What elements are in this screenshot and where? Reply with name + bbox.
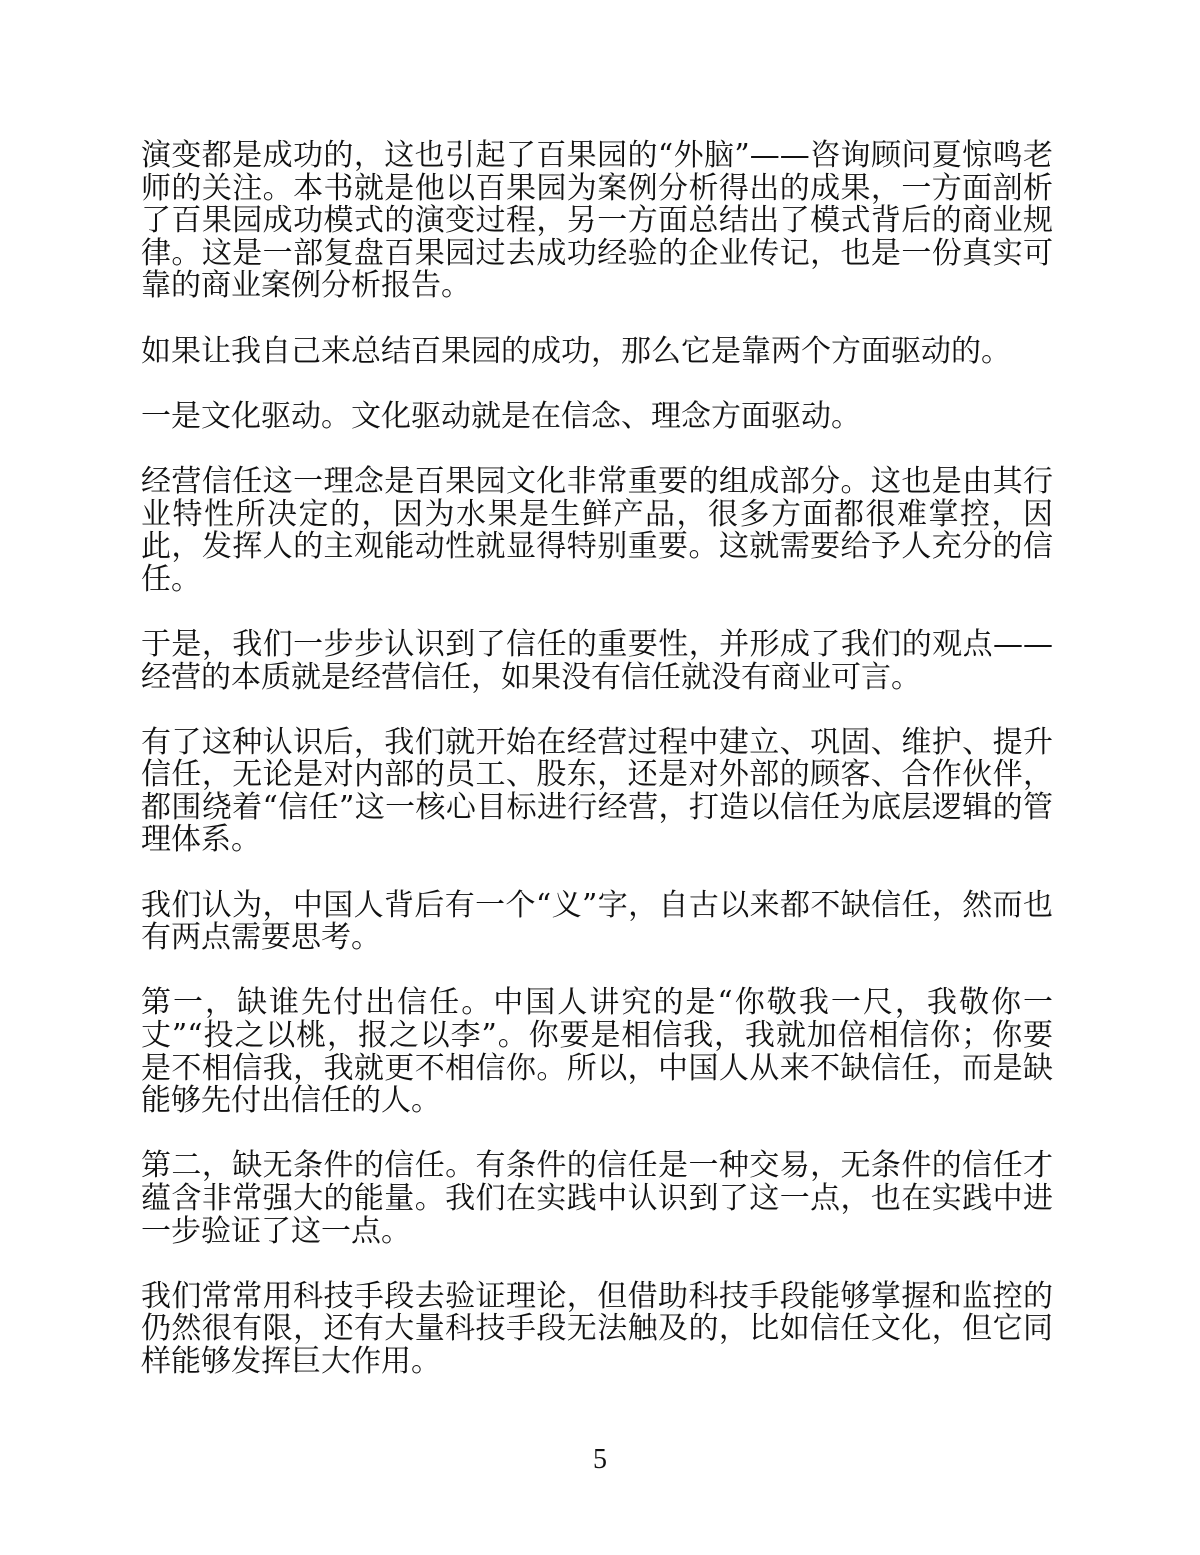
paragraph-3: 一是文化驱动。文化驱动就是在信念、理念方面驱动。 — [141, 398, 861, 434]
paragraph-1: 演变都是成功的，这也引起了百果园的“外脑”——咨询顾问夏惊鸣老师的关注。本书就是他以百果园为案例分析得出的成果，一方面剖析了百果园成功模式的演变过程，另一方面总结出了模式背后的商业规律。这是一部复盘百果园过去成功经验的企业传记，也是一份真实可靠的商业案例分析报告。 — [141, 138, 1053, 304]
paragraph-7: 我们认为，中国人背后有一个“义”字，自古以来都不缺信任，然而也有两点需要思考。 — [141, 887, 1053, 956]
page-number: 5 — [593, 1444, 607, 1475]
paragraph-10: 我们常常用科技手段去验证理论，但借助科技手段能够掌握和监控的仍然很有限，还有大量科技手段无法触及的，比如信任文化，但它同样能够发挥巨大作用。 — [141, 1278, 1053, 1379]
paragraph-4: 经营信任这一理念是百果园文化非常重要的组成部分。这也是由其行业特性所决定的，因为水果是生鲜产品，很多方面都很难掌控，因此，发挥人的主观能动性就显得特别重要。这就需要给予人充分的信任。 — [141, 463, 1053, 597]
paragraph-9: 第二，缺无条件的信任。有条件的信任是一种交易，无条件的信任才蕴含非常强大的能量。我们在实践中认识到了这一点，也在实践中进一步验证了这一点。 — [141, 1148, 1053, 1249]
paragraph-6: 有了这种认识后，我们就开始在经营过程中建立、巩固、维护、提升信任，无论是对内部的员工、股东，还是对外部的顾客、合作伙伴，都围绕着“信任”这一核心目标进行经营，打造以信任为底层逻辑的管理体系。 — [141, 724, 1053, 858]
body-text — [141, 140, 1053, 1411]
paragraph-5: 于是，我们一步步认识到了信任的重要性，并形成了我们的观点——经营的本质就是经营信任，如果没有信任就没有商业可言。 — [141, 626, 1053, 695]
paragraph-2: 如果让我自己来总结百果园的成功，那么它是靠两个方面驱动的。 — [141, 333, 1011, 369]
paragraph-8: 第一，缺谁先付出信任。中国人讲究的是“你敬我一尺，我敬你一丈”“投之以桃，报之以李”。你要是相信我，我就加倍相信你；你要是不相信我，我就更不相信你。所以，中国人从来不缺信任，而是缺能够先付出信任的人。 — [141, 985, 1053, 1119]
